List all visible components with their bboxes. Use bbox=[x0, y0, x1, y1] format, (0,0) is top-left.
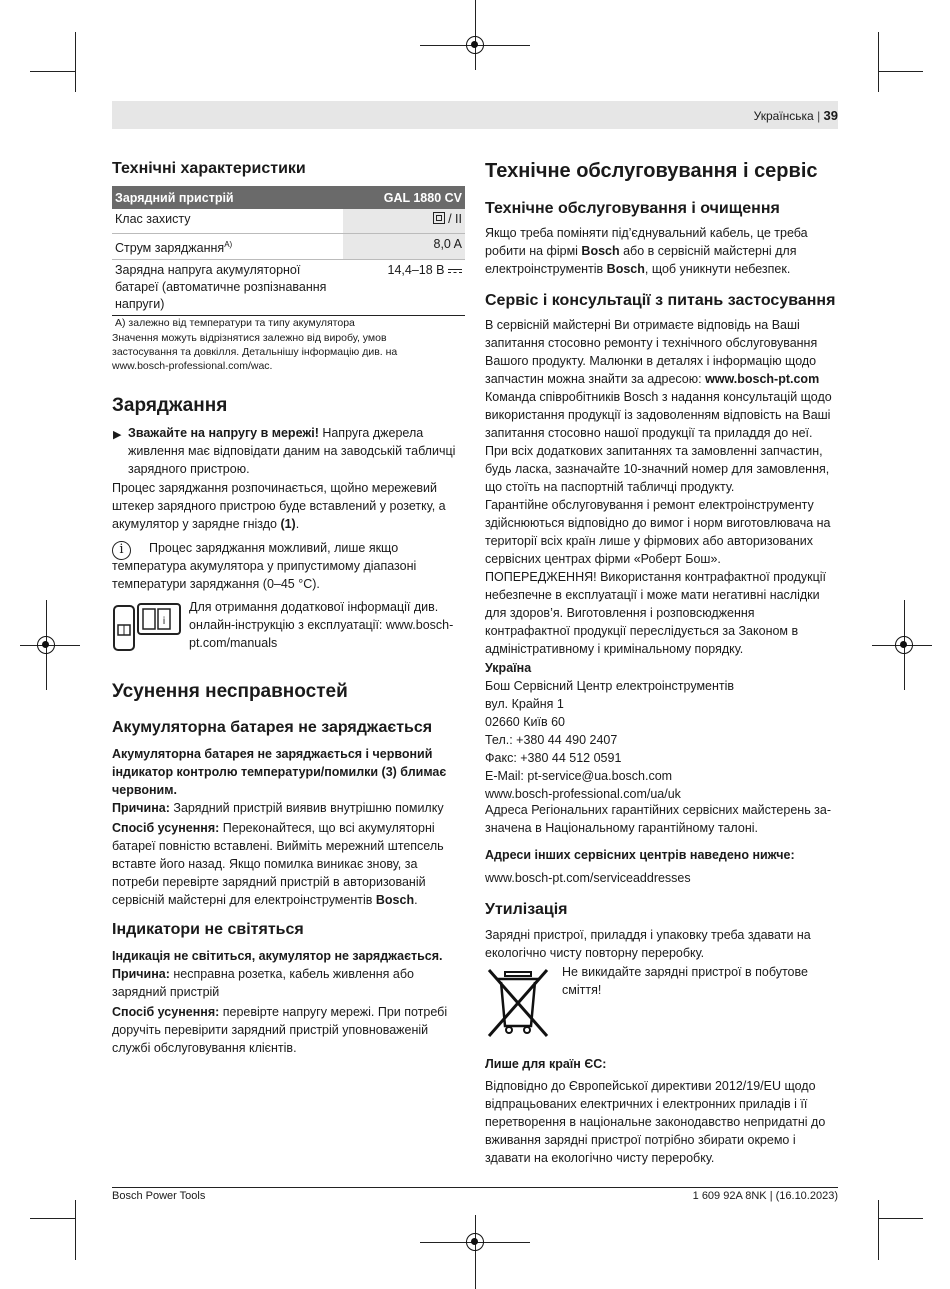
spec-table bbox=[112, 186, 465, 316]
protection-class-icon bbox=[433, 212, 445, 224]
page-number: 39 bbox=[823, 108, 838, 123]
crop-mark bbox=[75, 32, 76, 92]
address-line: Факс: +380 44 512 0591 bbox=[485, 751, 622, 765]
spec-header-row bbox=[112, 186, 465, 209]
arrow-icon: ▶ bbox=[113, 429, 122, 441]
crop-mark bbox=[75, 1200, 76, 1260]
service-p4: Гарантійне обслуговування і ремонт електроінструменту здійснюються відповідно до вимог і норм виготовлювача на території всіх країн лише у фірмових або авторизованих сервісних центрах фірми «Роберт Бош». ПОПЕРЕДЖЕННЯ! Використання контрафактної продукції небезпечне в експлуатації і може мати негативні наслідки для здоров’я. Виготовлення і розповсюдження контрафактної продукції переслідується за Законом в адміністративному і кримінальному порядку. bbox=[485, 498, 831, 656]
service-sub2: Сервіс і консультації з питань застосування bbox=[485, 292, 836, 309]
spec-col1: Зарядний пристрій bbox=[112, 186, 343, 209]
table-row bbox=[112, 260, 465, 316]
tech-title: Технічні характеристики bbox=[112, 160, 306, 177]
trouble-sub1: Акумуляторна батарея не заряджається bbox=[112, 719, 433, 736]
service-other-url: www.bosch-pt.com/serviceaddresses bbox=[485, 871, 691, 885]
address-line: www.bosch-professional.com/ua/uk bbox=[485, 787, 681, 801]
service-p2: В сервісній майстерні Ви отримаєте відповідь на Ваші запитання стосовно ремонту і технічного обслуговування Вашого продукту. Малюнки в деталях і інформацію щодо запчастин можна знайти за адресою: www.bosch-pt.com Команда співробітників Bosch з надання консультацій щодо використання продукції із задоволенням відповість на Ваші запитання стосовно нашої продукції та приладдя до неї. bbox=[485, 318, 832, 440]
manual-icon bbox=[112, 601, 182, 653]
trouble-s2-fix: Спосіб усунення: перевірте напругу мережі. При потребі доручіть перевірити зарядний пристрій уповноваженій службі обслуговування клієнтів. bbox=[112, 1005, 448, 1055]
trouble-s1-bold: Акумуляторна батарея не заряджається і червоний індикатор контролю температури/помилки (3) блимає червоним. bbox=[112, 747, 447, 797]
footer-code: 1 609 92A 8NK | (16.10.2023) bbox=[692, 1190, 838, 1202]
disposal-p2: Не викидайте зарядні пристрої в побутове сміття! bbox=[562, 965, 808, 997]
charging-manual: Для отримання додаткової інформації див. онлайн-інструкцію з експлуатації: www.bosch-pt.com/manuals bbox=[189, 600, 454, 650]
crop-mark bbox=[878, 71, 923, 72]
registration-mark-icon bbox=[37, 636, 55, 654]
trouble-s1-fix: Спосіб усунення: Переконайтеся, що всі акумуляторні батареї повністю вставлені. Вийміть мережний штепсель вставте його назад. Якщо помилка виникає знову, за потреби перевірте зарядний пристрій в авторизованій сервісній майстерні для електроінструментів Bosch. bbox=[112, 821, 444, 907]
info-icon: i bbox=[112, 541, 131, 560]
registration-mark-icon bbox=[466, 36, 484, 54]
address-line: Тел.: +380 44 490 2407 bbox=[485, 733, 618, 747]
disposal-title: Утилізація bbox=[485, 901, 568, 918]
registration-mark-icon bbox=[466, 1233, 484, 1251]
charging-title: Заряджання bbox=[112, 395, 228, 416]
service-address bbox=[485, 677, 835, 803]
spec-value: 14,4–18 В bbox=[343, 260, 465, 316]
trouble-sub2: Індикатори не світяться bbox=[112, 921, 304, 938]
header-bar bbox=[112, 101, 838, 129]
crop-mark bbox=[878, 32, 879, 92]
disposal-eu-title: Лише для країн ЄС: bbox=[485, 1057, 607, 1071]
crop-mark bbox=[30, 1218, 75, 1219]
crop-mark bbox=[475, 0, 476, 70]
disposal-p1: Зарядні пристрої, приладдя і упаковку треба здавати на екологічно чисту повторну переробку. bbox=[485, 928, 811, 960]
service-title: Технічне обслуговування і сервіс bbox=[485, 160, 818, 182]
charging-p1: Процес заряджання розпочинається, щойно мережевий штекер зарядного пристрою буде вставлений у розетку, а акумулятор у зарядне гніздо (1). bbox=[112, 481, 446, 531]
spec-value: / II bbox=[343, 209, 465, 234]
charging-info: Процес заряджання можливий, лише якщо температура акумулятора у припустимому діапазоні температури заряджання (0–45 °C). bbox=[112, 541, 417, 591]
address-line: 02660 Київ 60 bbox=[485, 715, 565, 729]
crop-mark bbox=[475, 1215, 476, 1289]
table-row bbox=[112, 234, 465, 260]
charging-warning: Зважайте на напругу в мережі! Напруга джерела живлення має відповідати даним на заводській табличці зарядного пристрою. bbox=[128, 426, 456, 476]
disposal-p3: Відповідно до Європейської директиви 2012/19/EU щодо відпрацьованих електричних і електронних приладів і її перетворення в національне законодавство непридатні до вживання зарядні пристрої потрібно збирати окремо і здавати на екологічно чисту переробку. bbox=[485, 1079, 826, 1165]
service-other-bold: Адреси інших сервісних центрів наведено нижче: bbox=[485, 848, 795, 862]
address-line: E-Mail: pt-service@ua.bosch.com bbox=[485, 769, 673, 783]
footer-divider bbox=[112, 1187, 838, 1188]
footnote: Значення можуть відрізнятися залежно від виробу, умов застосування та довкілля. Детальнішу інформацію див. на www.bosch-professional.com/wac. bbox=[112, 332, 398, 372]
crop-mark bbox=[878, 1200, 879, 1260]
spec-label: Струм заряджання$^{A)}$ bbox=[112, 234, 343, 260]
footnote-a: A) залежно від температури та типу акумулятора bbox=[115, 317, 355, 329]
svg-text:i: i bbox=[162, 616, 166, 627]
footer-brand: Bosch Power Tools bbox=[112, 1190, 206, 1202]
service-p5: Адреса Регіональних гарантійних сервісних майстерень зазначена в Національному гарантійному талоні. bbox=[485, 803, 832, 835]
trouble-s1-cause: Причина: Зарядний пристрій виявив внутрішню помилку bbox=[112, 801, 444, 815]
trouble-s2-bold: Індикація не світиться, акумулятор не заряджається. bbox=[112, 949, 443, 963]
address-line: вул. Крайня 1 bbox=[485, 697, 564, 711]
service-p1: Якщо треба поміняти під’єднувальний кабель, це треба робити на фірмі Bosch або в сервісній майстерні для електроінструментів Bosch, щоб уникнути небезпек. bbox=[485, 226, 808, 276]
spec-value: 8,0 A bbox=[343, 234, 465, 260]
registration-mark-icon bbox=[895, 636, 913, 654]
dc-symbol-icon bbox=[448, 269, 462, 273]
spec-col2: GAL 1880 CV bbox=[343, 186, 465, 209]
address-line: Бош Сервісний Центр електроінструментів bbox=[485, 679, 735, 693]
table-row bbox=[112, 209, 465, 234]
spec-label: Зарядна напруга акумуляторної батареї (автоматичне розпізнавання напруги) bbox=[112, 260, 343, 316]
trouble-s2-cause: Причина: несправна розетка, кабель живлення або зарядний пристрій bbox=[112, 967, 414, 999]
page-header: Українська | 39 bbox=[753, 108, 838, 123]
service-country: Україна bbox=[485, 661, 532, 675]
spec-label: Клас захисту bbox=[112, 209, 343, 234]
header-language: Українська bbox=[753, 109, 814, 123]
trouble-title: Усунення несправностей bbox=[112, 681, 348, 702]
service-sub1: Технічне обслуговування і очищення bbox=[485, 200, 780, 217]
service-p3: При всіх додаткових запитаннях та замовленні запчастин, будь ласка, зазначайте 10-значний номер для замовлення, що стоїть на паспортній табличці продукту. bbox=[485, 444, 830, 494]
crossed-bin-icon bbox=[485, 966, 551, 1038]
crop-mark bbox=[30, 71, 75, 72]
crop-mark bbox=[878, 1218, 923, 1219]
